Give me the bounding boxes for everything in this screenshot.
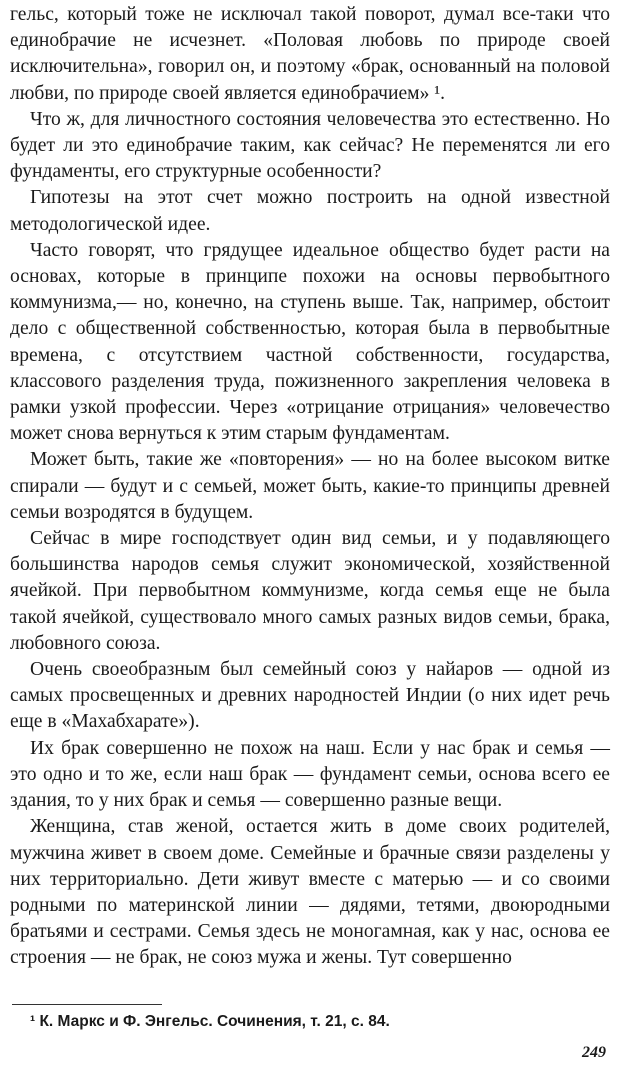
paragraph-2: Что ж, для личностного состояния человечества это естественно. Но будет ли это единобрачие таким, как сейчас? Не переменятся ли его фундаменты, его структурные особенности?	[10, 108, 610, 183]
paragraph-5: Может быть, такие же «повторения» — но на более высоком витке спирали — будут и с семьей, может быть, какие-то принципы древней семьи возродятся в будущем.	[10, 449, 610, 523]
body-text	[10, 2, 610, 972]
footnote-divider	[12, 1004, 162, 1005]
paragraph-9: Женщина, став женой, остается жить в доме своих родителей, мужчина живет в своем доме. Семейные и брачные связи разделены у них территориально. Дети живут вместе с матерью — и со своими родными по материнской линии — дядями, тетями, двоюродными братьями и сестрами. Семья здесь не моногамная, как у нас, основа ее строения — не брак, не союз мужа и жены. Тут совершенно	[10, 816, 610, 969]
paragraph-7: Очень своеобразным был семейный союз у найаров — одной из самых просвещенных и древних народностей Индии (о них идет речь еще в «Махабхарате»).	[10, 659, 610, 733]
paragraph-3: Гипотезы на этот счет можно построить на одной известной методологической идее.	[10, 187, 610, 235]
paragraph-8: Их брак совершенно не похож на наш. Если у нас брак и семья — это одно и то же, если наш брак — фундамент семьи, основа всего ее здания, то у них брак и семья — совершенно разные вещи.	[10, 737, 610, 812]
paragraph-1: гельс, который тоже не исключал такой поворот, думал все-таки что единобрачие не исчезнет. «Половая любовь по природе своей исключительна», говорил он, и поэтому «брак, основанный на половой любви, по природе своей является единобрачием» ¹.	[10, 4, 610, 104]
page-number: 249	[582, 1044, 606, 1061]
paragraph-6: Сейчас в мире господствует один вид семьи, и у подавляющего большинства народов семья служит экономической, хозяйственной ячейкой. При первобытном коммунизме, когда семья еще не была такой ячейкой, существовало много самых разных видов семьи, брака, любовного союза.	[10, 528, 610, 654]
paragraph-4: Часто говорят, что грядущее идеальное общество будет расти на основах, которые в принципе похожи на основы первобытного коммунизма,— но, конечно, на ступень выше. Так, например, обстоит дело с общественной собственностью, которая была в первобытные времена, с отсутствием частной собственности, государства, классового разделения труда, пожизненного закрепления человека в рамки узкой профессии. Через «отрицание отрицания» человечество может снова вернуться к этим старым фундаментам.	[10, 239, 610, 445]
footnote: ¹ К. Маркс и Ф. Энгельс. Сочинения, т. 21, с. 84.	[30, 1013, 390, 1030]
